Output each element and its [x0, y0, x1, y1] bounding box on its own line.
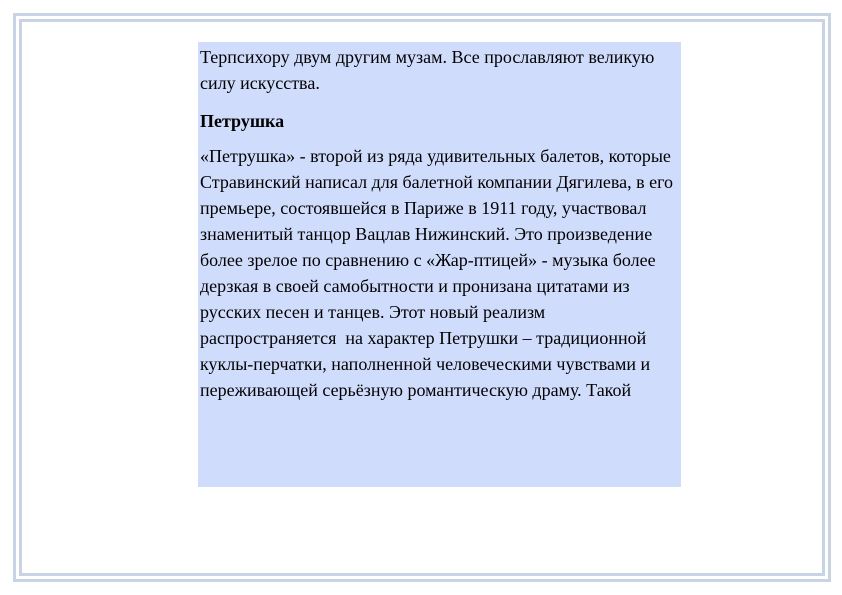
body-paragraph: «Петрушка» - второй из ряда удивительных балетов, которые Стравинский написал для балетной компании Дягилева, в его премьере, состоявшейся в Париже в 1911 году, участвовал знаменитый танцор Вацлав Нижинский. Это произведение более зрелое по сравнению с «Жар-птицей» - музыка более дерзкая в своей самобытности и пронизана цитатами из русских песен и танцев. Этот новый реализм распространяется на характер Петрушки – традиционной куклы-перчатки, наполненной человеческими чувствами и переживающей серьёзную романтическую драму. Такой: [200, 146, 678, 400]
text-content-box: [198, 42, 681, 487]
intro-paragraph: Терпсихору двум другим музам. Все прославляют великую силу искусства.: [200, 47, 655, 93]
section-heading: Петрушка: [200, 111, 285, 131]
